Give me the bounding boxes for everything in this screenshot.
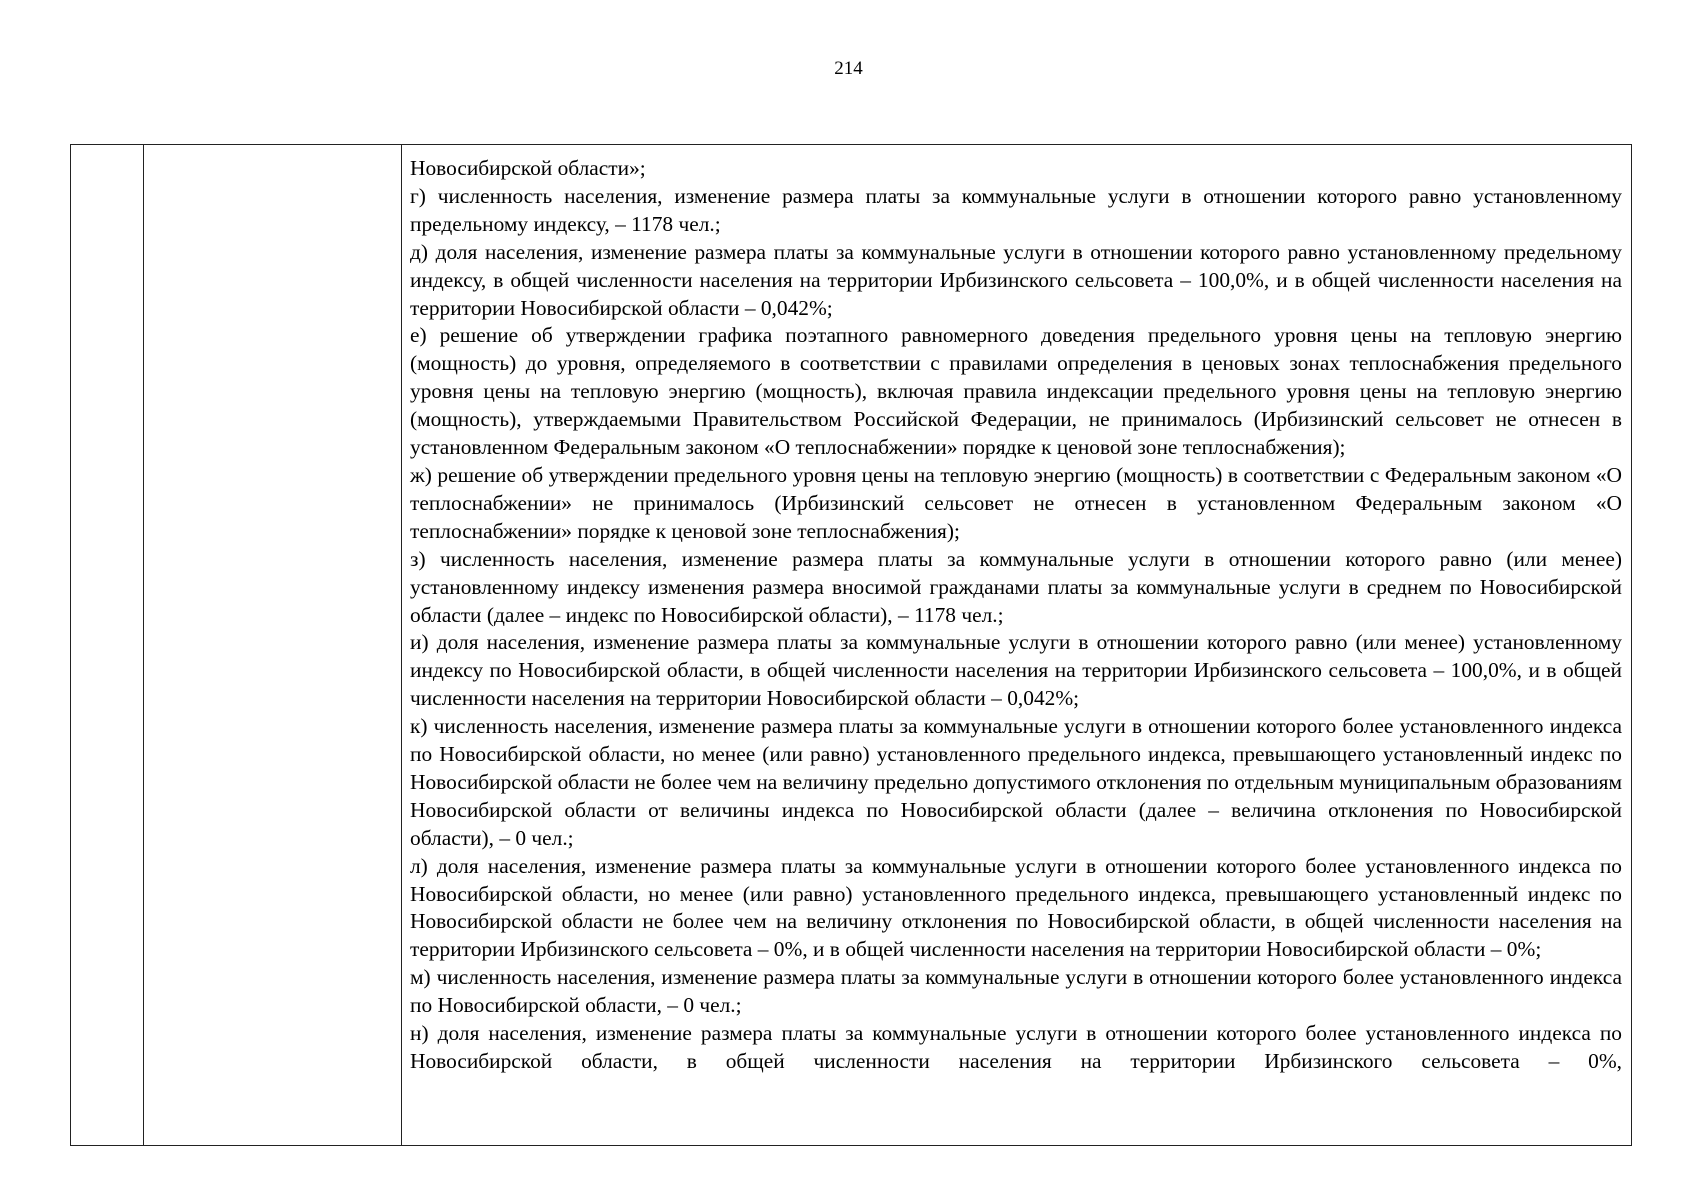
paragraph: л) доля населения, изменение размера платы за коммунальные услуги в отношении которого более установленного индекса по Новосибирской области, но менее (или равно) установленного предельного индекса, превышающего установленный индекс по Новосибирской области не более чем на величину отклонения по Новосибирской области, в общей численности населения на территории Ирбизинского сельсовета – 0%, и в общей численности населения на территории Новосибирской области – 0%; [410, 853, 1622, 962]
document-table [70, 144, 1632, 1146]
paragraph: и) доля населения, изменение размера платы за коммунальные услуги в отношении которого равно (или менее) установленному индексу по Новосибирской области, в общей численности населения на территории Ирбизинского сельсовета – 100,0%, и в общей численности населения на территории Новосибирской области – 0,042%; [410, 630, 1622, 711]
paragraph: г) численность населения, изменение размера платы за коммунальные услуги в отношении которого равно установленному предельному индексу, – 1178 чел.; [410, 183, 1622, 236]
paragraph: к) численность населения, изменение размера платы за коммунальные услуги в отношении которого более установленного индекса по Новосибирской области, но менее (или равно) установленного предельного индекса, превышающего установленный индекс по Новосибирской области не более чем на величину предельно допустимого отклонения по отдельным муниципальным образованиям Новосибирской области от величины индекса по Новосибирской области (далее – величина отклонения по Новосибирской области), – 0 чел.; [410, 714, 1622, 850]
paragraph: д) доля населения, изменение размера платы за коммунальные услуги в отношении которого равно установленному предельному индексу, в общей численности населения на территории Ирбизинского сельсовета – 100,0%, и в общей численности населения на территории Новосибирской области – 0,042%; [410, 239, 1622, 320]
page-number: 214 [834, 58, 863, 79]
table-row [71, 145, 1632, 1146]
paragraph: е) решение об утверждении графика поэтапного равномерного доведения предельного уровня цены на тепловую энергию (мощность) до уровня, определяемого в соответствии с правилами определения в ценовых зонах теплоснабжения предельного уровня цены на тепловую энергию (мощность), включая правила индексации предельного уровня цены на тепловую энергию (мощность), утверждаемыми Правительством Российской Федерации, не принималось (Ирбизинский сельсовет не отнесен в установленном Федеральным законом «О теплоснабжении» порядке к ценовой зоне теплоснабжения); [410, 323, 1622, 460]
paragraph: м) численность населения, изменение размера платы за коммунальные услуги в отношении которого более установленного индекса по Новосибирской области, – 0 чел.; [410, 965, 1622, 1018]
paragraph: Новосибирской области»; [410, 156, 646, 180]
table-cell-name [144, 145, 402, 1146]
table-cell-number [71, 145, 144, 1146]
cell-content-text [402, 145, 1631, 1076]
table-cell-content [402, 145, 1632, 1146]
paragraph: н) доля населения, изменение размера платы за коммунальные услуги в отношении которого более установленного индекса по Новосибирской области, в общей численности населения на территории Ирбизинского сельсовета – 0%, [410, 1021, 1622, 1073]
paragraph: з) численность населения, изменение размера платы за коммунальные услуги в отношении которого равно (или менее) установленному индексу изменения размера вносимой гражданами платы за коммунальные услуги в среднем по Новосибирской области (далее – индекс по Новосибирской области), – 1178 чел.; [410, 546, 1622, 627]
paragraph: ж) решение об утверждении предельного уровня цены на тепловую энергию (мощность) в соответствии с Федеральным законом «О теплоснабжении» не принималось (Ирбизинский сельсовет не отнесен в установленном Федеральным законом «О теплоснабжении» порядке к ценовой зоне теплоснабжения); [410, 462, 1622, 543]
